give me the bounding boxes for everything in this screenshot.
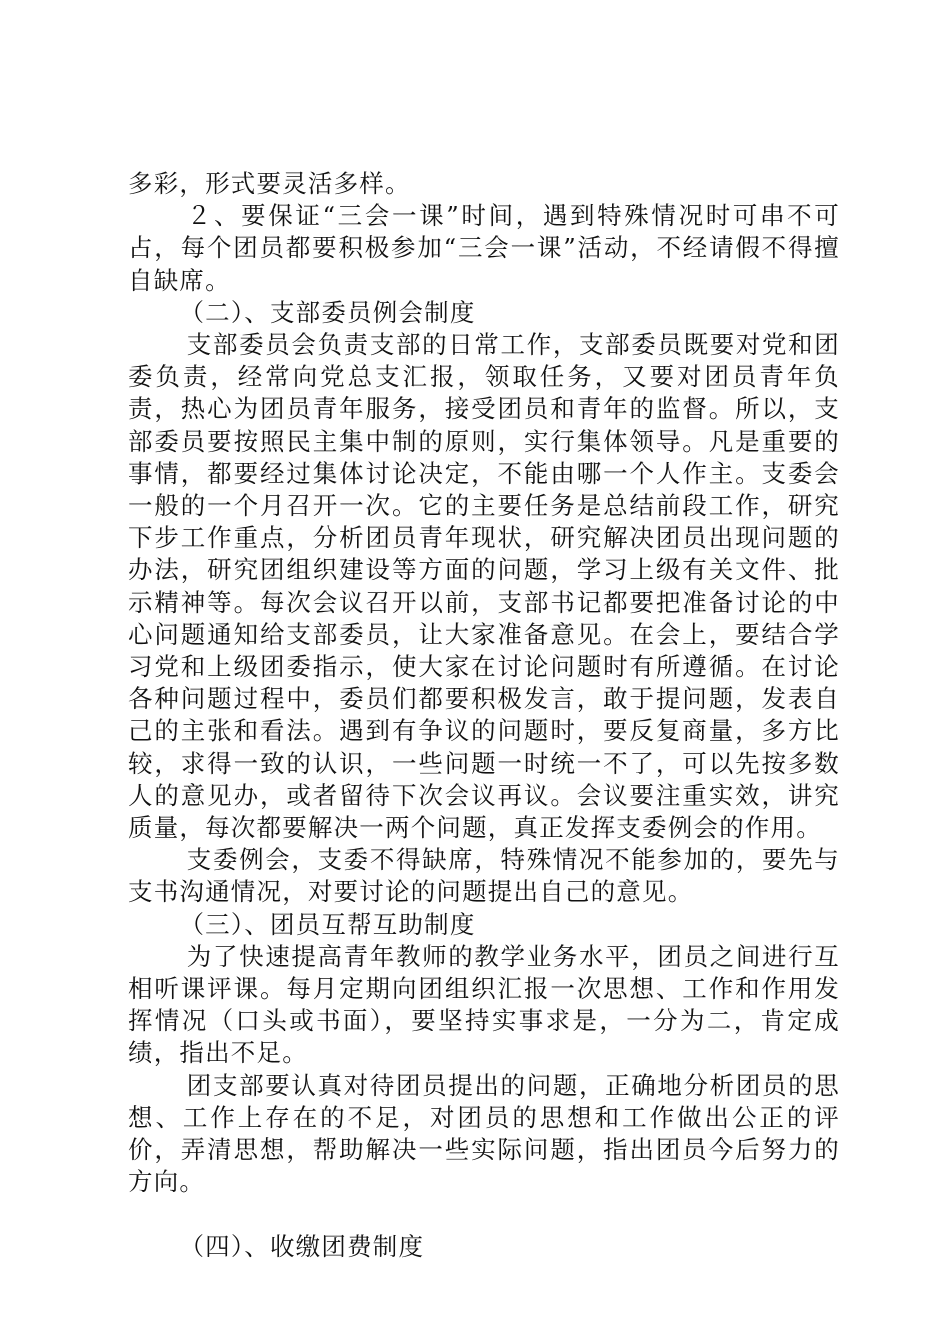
section-heading-4: （四）、收缴团费制度 bbox=[179, 1231, 425, 1261]
section-heading-2: （二）、支部委员例会制度 bbox=[179, 297, 476, 327]
paragraph-mutual-help: 为了快速提高青年教师的教学业务水平，团员之间进行互相听课评课。每月定期向团组织汇报一次思想、工作和作用发挥情况（口头或书面），要坚持实事求是，一分为二，肯定成绩，指出不足。 bbox=[128, 941, 840, 1068]
paragraph-three-meetings: ２、要保证“三会一课”时间，遇到特殊情况时可串不可占，每个团员都要积极参加“三会一课”活动，不经请假不得擅自缺席。 bbox=[128, 201, 840, 295]
paragraph-committee-attendance: 支委例会，支委不得缺席，特殊情况不能参加的，要先与支书沟通情况，对要讨论的问题提出自己的意见。 bbox=[128, 845, 840, 907]
section-heading-3: （三）、团员互帮互助制度 bbox=[179, 909, 476, 939]
blank-line bbox=[128, 1199, 840, 1231]
document-body bbox=[128, 168, 840, 1263]
paragraph-continuation: 多彩，形式要灵活多样。 bbox=[128, 169, 411, 198]
paragraph-committee-duties: 支部委员会负责支部的日常工作，支部委员既要对党和团委负责，经常向党总支汇报，领取任务，又要对团员青年负责，热心为团员青年服务，接受团员和青年的监督。所以，支部委员要按照民主集中制的原则，实行集体领导。凡是重要的事情，都要经过集体讨论决定，不能由哪一个人作主。支委会一般的一个月召开一次。它的主要任务是总结前段工作，研究下步工作重点，分析团员青年现状，研究解决团员出现问题的办法，研究团组织建设等方面的问题，学习上级有关文件、批示精神等。每次会议召开以前，支部书记都要把准备讨论的中心问题通知给支部委员，让大家准备意见。在会上，要结合学习党和上级团委指示，使大家在讨论问题时有所遵循。在讨论各种问题过程中，委员们都要积极发言，敢于提问题，发表自己的主张和看法。遇到有争议的问题时，要反复商量，多方比较，求得一致的认识，一些问题一时统一不了，可以先按多数人的意见办，或者留待下次会议再议。会议要注重实效，讲究质量，每次都要解决一两个问题，真正发挥支委例会的作用。 bbox=[128, 330, 840, 843]
paragraph-handling-issues: 团支部要认真对待团员提出的问题，正确地分析团员的思想、工作上存在的不足，对团员的思想和工作做出公正的评价，弄清思想，帮助解决一些实际问题，指出团员今后努力的方向。 bbox=[128, 1070, 840, 1197]
